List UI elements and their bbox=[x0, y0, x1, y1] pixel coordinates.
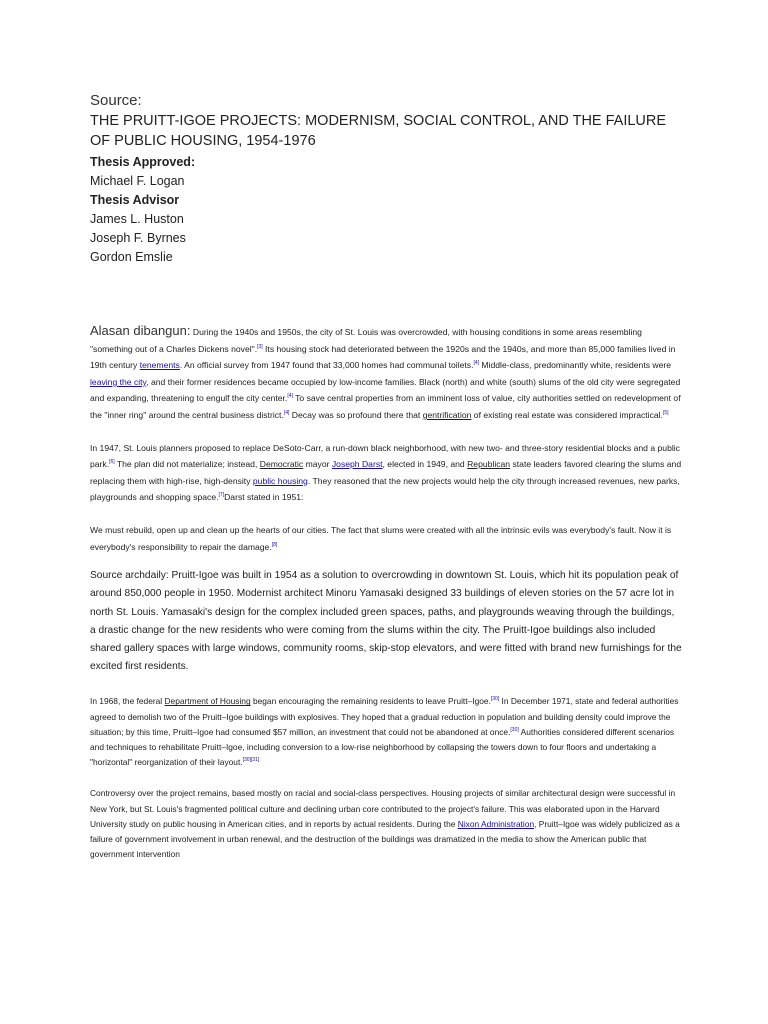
link-leaving-the-city[interactable]: leaving the city bbox=[90, 376, 147, 387]
citation-ref[interactable]: [3] bbox=[257, 343, 263, 350]
thesis-title: THE PRUITT-IGOE PROJECTS: MODERNISM, SOCIAL CONTROL, AND THE FAILURE OF PUBLIC HOUSING, 1954-1976 bbox=[90, 113, 667, 149]
paragraph-archdaily: Source archdaily: Pruitt-Igoe was built in 1954 as a solution to overcrowding in downtown St. Louis, which hit its population peak of around 850,000 people in 1950. Modernist architect Minoru Yamasaki designed 33 buildings of eleven stories on the 57 acre lot in north St. Louis. Yamasaki's design for the complex included green spaces, paths, and playgrounds weaving through the buildings, a drastic change for the new residents who were coming from the slums within the city. The Pruitt-Igoe buildings also included shared gallery spaces with large windows, community rooms, skip-stop elevators, and were fitted with brand new furnishings for the excited first residents. bbox=[90, 570, 682, 673]
link-gentrification[interactable]: gentrification bbox=[422, 409, 472, 420]
citation-ref[interactable]: [6] bbox=[109, 459, 115, 466]
link-republican[interactable]: Republican bbox=[467, 459, 511, 470]
citation-ref[interactable]: [30][31] bbox=[242, 757, 260, 764]
paragraph-planners: In 1947, St. Louis planners proposed to replace DeSoto-Carr, a run-down black neighborhood, with new two- and three-story residential blocks and a public park.[6] The plan did not materialize; instead, Democratic mayor Joseph Darst, elected in 1949, and Republican state leaders favored clearing the slums and replacing them with high-rise, high-density public housing. They reasoned that the new projects would help the city through increased revenues, new parks, playgrounds and shopping space.[7]Darst stated in 1951: bbox=[90, 442, 682, 503]
link-tenements[interactable]: tenements bbox=[139, 360, 180, 371]
source-label: Source: bbox=[90, 92, 142, 109]
approver-name: Michael F. Logan bbox=[90, 174, 185, 188]
link-democratic[interactable]: Democratic bbox=[259, 459, 304, 470]
link-nixon-administration[interactable]: Nixon Administration bbox=[457, 818, 535, 829]
citation-ref[interactable]: [30] bbox=[510, 726, 519, 733]
citation-ref[interactable]: [4] bbox=[283, 410, 290, 417]
advisor-name: James L. Huston bbox=[90, 212, 184, 226]
paragraph-quote: We must rebuild, open up and clean up the hearts of our cities. The fact that slums were created with all the intrinsic evils was everybody's fault. Now it is everybody's responsibility to repair the damage.[8] bbox=[90, 524, 672, 552]
link-public-housing[interactable]: public housing bbox=[252, 475, 308, 486]
citation-ref[interactable]: [7] bbox=[218, 492, 225, 499]
link-joseph-darst[interactable]: Joseph Darst bbox=[331, 459, 383, 470]
advisor-name: Joseph F. Byrnes bbox=[90, 231, 186, 245]
paragraph-lead: Alasan dibangun: bbox=[90, 323, 191, 338]
citation-ref[interactable]: [8] bbox=[271, 541, 278, 548]
paragraph-controversy: Controversy over the project remains, based mostly on racial and social-class perspectives. Housing projects of similar architectural design were successful in New York, but St. Louis's fragmented political culture and declining urban core contributed to the project's failure. This was elaborated upon in the Harvard University study on public housing in American cities, and in reports by actual residents. During the Nixon Administration, Pruitt–Igoe was widely publicized as a failure of government involvement in urban renewal, and the destruction of the buildings was dramatized in the media to show the American public that government intervention bbox=[90, 788, 680, 860]
citation-ref[interactable]: [5] bbox=[662, 410, 669, 417]
citation-ref[interactable]: [4] bbox=[473, 360, 480, 367]
paragraph-demolition: In 1968, the federal Department of Housing began encouraging the remaining residents to leave Pruitt–Igoe.[30] In December 1971, state and federal authorities agreed to demolish two of the Pruitt–Igoe buildings with explosives. They hoped that a gradual reduction in population and building density could improve the situation; by this time, Pruitt–Igoe had consumed $57 million, an investment that could not be abandoned at once.[30] Authorities considered different scenarios and techniques to rehabilitate Pruitt–Igoe, including conversion to a low-rise neighborhood by collapsing the towers down to four floors and undertaking a "horizontal" reorganization of their layout.[30][31] bbox=[90, 696, 679, 768]
paragraph-lead: Source archdaily bbox=[90, 570, 166, 582]
paragraph-reason-built: Alasan dibangun: During the 1940s and 1950s, the city of St. Louis was overcrowded, with housing conditions in some areas resembling "something out of a Charles Dickens novel".[3] Its housing stock had deteriorated between the 1920s and the 1940s, and more than 85,000 families lived in 19th century tenements. An official survey from 1947 found that 33,000 homes had communal toilets.[4] Middle-class, predominantly white, residents were leaving the city, and their former residences became occupied by low-income families. Black (north) and white (south) slums of the old city were segregated and expanding, threatening to engulf the city center.[4] To save central properties from an imminent loss of value, city authorities settled on redevelopment of the "inner ring" around the central business district.[4] Decay was so profound there that gentrification of existing real estate was considered impractical.[5] bbox=[90, 323, 681, 420]
advisor-name: Gordon Emslie bbox=[90, 250, 173, 264]
thesis-advisor-label: Thesis Advisor bbox=[90, 193, 180, 207]
link-department-of-housing[interactable]: Department of Housing bbox=[164, 696, 251, 707]
citation-ref[interactable]: [30] bbox=[490, 696, 500, 703]
document-page bbox=[90, 92, 682, 862]
citation-ref[interactable]: [4] bbox=[287, 393, 293, 400]
thesis-approved-label: Thesis Approved: bbox=[90, 155, 196, 169]
